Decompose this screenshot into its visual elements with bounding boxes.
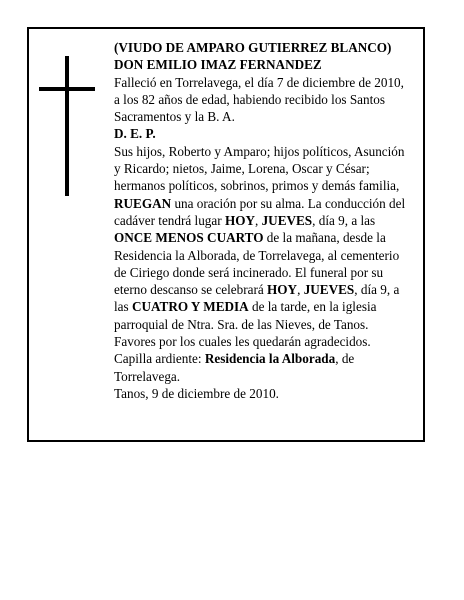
- notice-line: [114, 143, 420, 160]
- notice-text-segment: , de: [335, 351, 355, 367]
- notice-line: [114, 108, 420, 125]
- notice-line: [114, 281, 420, 298]
- notice-text-segment: ,: [254, 212, 262, 228]
- notice-line: [114, 212, 420, 229]
- notice-bold-text: ONCE MENOS CUARTO: [114, 230, 264, 246]
- notice-bold-text: RUEGAN: [114, 195, 172, 211]
- notice-text-segment: Residencia la Alborada, de Torrelavega, al cementerio: [114, 247, 400, 263]
- notice-bold-text: D. E. P.: [114, 126, 156, 142]
- notice-text-segment: Tanos, 9 de diciembre de 2010.: [114, 385, 279, 401]
- notice-bold-text: JUEVES: [303, 282, 355, 298]
- notice-text-segment: , día 9, a: [354, 282, 400, 298]
- notice-text-segment: Capilla ardiente:: [114, 351, 205, 367]
- obituary-text: [114, 39, 420, 402]
- notice-line: [114, 247, 420, 264]
- notice-line: [114, 264, 420, 281]
- deceased-name: DON EMILIO IMAZ FERNANDEZ: [114, 57, 322, 73]
- notice-line: [114, 74, 420, 91]
- notice-line: [114, 195, 420, 212]
- notice-bold-text: Residencia la Alborada: [204, 351, 336, 367]
- notice-line: [114, 298, 420, 315]
- notice-bold-text: JUEVES: [261, 212, 313, 228]
- notice-text-segment: eterno descanso se celebrará: [114, 282, 268, 298]
- notice-text-segment: Favores por los cuales les quedarán agradecidos.: [114, 334, 371, 350]
- notice-line: [114, 333, 420, 350]
- cross-icon-horizontal-bar: [39, 87, 95, 91]
- notice-text-segment: , día 9, a las: [312, 212, 376, 228]
- notice-text-segment: Sus hijos, Roberto y Amparo; hijos políticos, Asunción: [114, 143, 405, 159]
- notice-text-segment: de la tarde, en la iglesia: [248, 299, 377, 315]
- cross-icon-vertical-bar: [65, 56, 69, 196]
- notice-text-segment: Torrelavega.: [114, 368, 181, 384]
- notice-body: [114, 74, 420, 403]
- notice-line: [114, 91, 420, 108]
- notice-line: [114, 177, 420, 194]
- notice-text-segment: ,: [297, 282, 304, 298]
- notice-text-segment: las: [114, 299, 132, 315]
- notice-bold-text: HOY: [224, 212, 255, 228]
- notice-bold-text: CUATRO Y MEDIA: [131, 299, 249, 315]
- notice-text-segment: y Ricardo; nietos, Jaime, Lorena, Oscar y César;: [114, 161, 370, 177]
- notice-text-segment: parroquial de Ntra. Sra. de las Nieves, de Tanos.: [114, 316, 369, 332]
- notice-line: [114, 316, 420, 333]
- notice-text-segment: a los 82 años de edad, habiendo recibido los Santos: [114, 91, 386, 107]
- notice-text-segment: Sacramentos y la B. A.: [114, 109, 235, 125]
- notice-text-segment: Falleció en Torrelavega, el día 7 de diciembre de 2010,: [114, 74, 404, 90]
- notice-line: [114, 350, 420, 367]
- notice-line: [114, 368, 420, 385]
- notice-line: [114, 229, 420, 246]
- notice-text-segment: hermanos políticos, sobrinos, primos y demás familia,: [114, 178, 400, 194]
- notice-bold-text: HOY: [267, 282, 298, 298]
- notice-text-segment: de Ciriego donde será incinerado. El funeral por su: [114, 264, 384, 280]
- notice-line: [114, 385, 420, 402]
- notice-text-segment: de la mañana, desde la: [263, 230, 386, 246]
- notice-header: (VIUDO DE AMPARO GUTIERREZ BLANCO): [114, 40, 392, 55]
- notice-line: [114, 160, 420, 177]
- notice-text-segment: una oración por su alma. La conducción del: [171, 195, 406, 211]
- notice-text-segment: cadáver tendrá lugar: [114, 212, 225, 228]
- notice-line: [114, 125, 420, 142]
